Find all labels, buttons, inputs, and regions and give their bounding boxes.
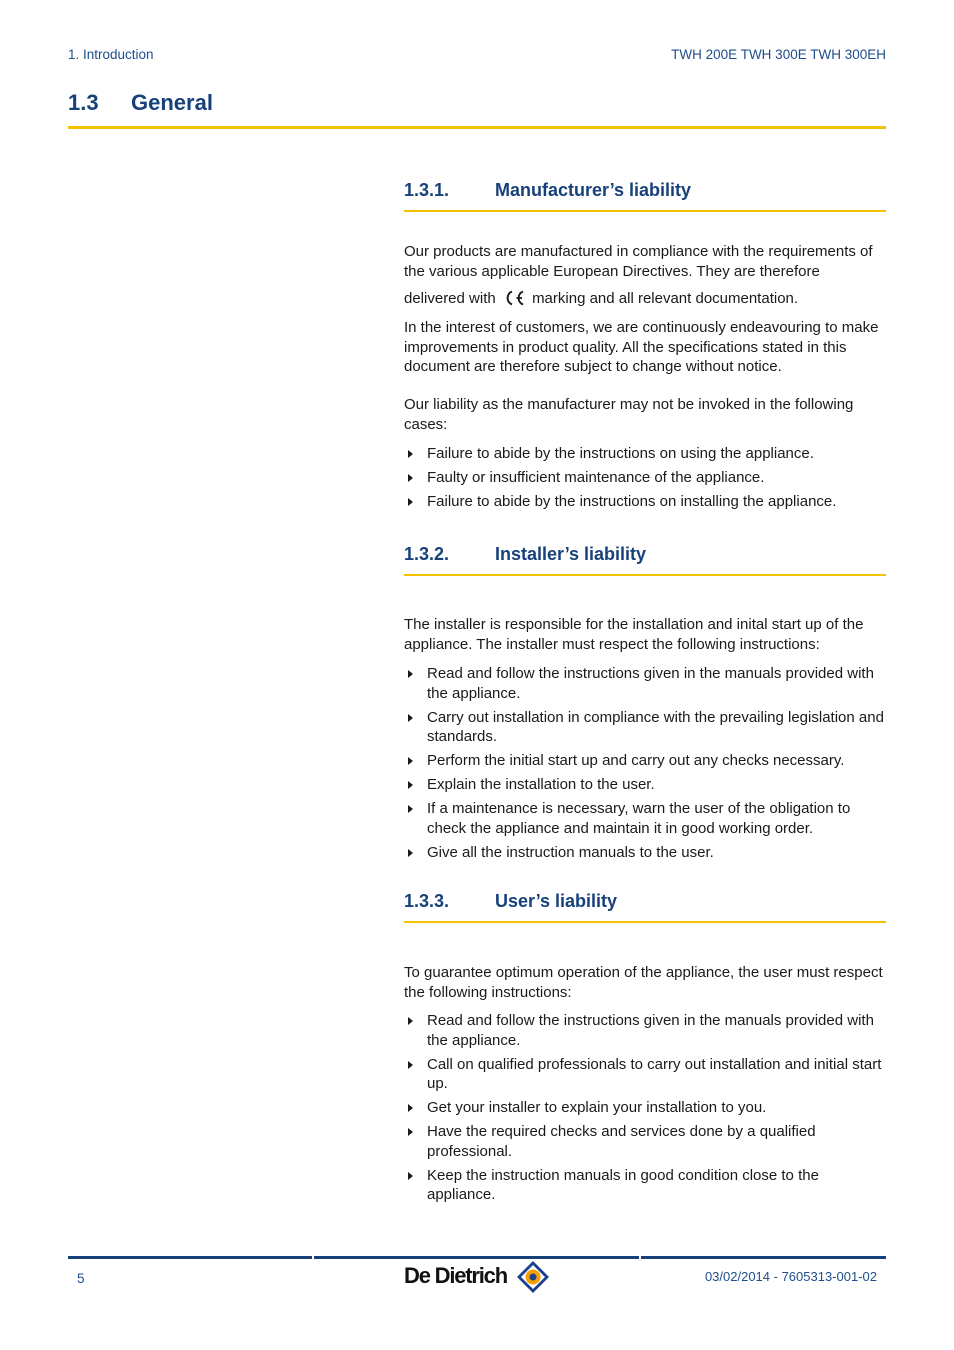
list-item: Have the required checks and services done by a qualified professional. [404,1122,888,1161]
subsection-number: 1.3.1. [404,180,450,200]
bullet-icon [408,670,413,678]
bullet-icon [408,498,413,506]
list-item: Give all the instruction manuals to the user. [404,843,888,863]
subsection-heading-installer [404,544,886,576]
model-names: TWH 200E TWH 300E TWH 300EH [671,47,886,62]
bullet-icon [408,757,413,765]
list-item: Read and follow the instructions given in the manuals provided with the appliance. [404,664,888,703]
brand-logo [404,1259,550,1295]
list-item: Call on qualified professionals to carry out installation and initial start up. [404,1055,888,1094]
manufacturer-intro [404,242,888,281]
chapter-label: 1. Introduction [68,47,154,62]
bullet-icon [408,1104,413,1112]
subsection-title: Installer’s liability [495,544,647,564]
ce-mark-icon [502,289,526,307]
bullet-icon [408,1172,413,1180]
paragraph: The installer is responsible for the installation and inital start up of the appliance. The installer must respect the following instructions: [404,616,864,653]
bullet-icon [408,474,413,482]
bullet-icon [408,805,413,813]
bullet-icon [408,1061,413,1069]
subsection-title: Manufacturer’s liability [495,180,692,200]
manufacturer-cases-intro [404,395,888,434]
section-title: General [131,90,213,115]
list-item: Get your installer to explain your installation to you. [404,1098,888,1118]
subsection-title: User’s liability [495,891,618,911]
subsection-number: 1.3.3. [404,891,450,911]
list-item: Explain the installation to the user. [404,775,888,795]
footer-rule-gap [639,1256,641,1259]
subsection-number: 1.3.2. [404,544,450,564]
running-header [68,47,886,67]
subsection-heading-manufacturer [404,180,886,212]
ce-text-after: marking and all relevant documentation. [532,290,799,307]
manufacturer-improvements [404,318,888,377]
list-item: Keep the instruction manuals in good condition close to the appliance. [404,1166,888,1205]
paragraph: In the interest of customers, we are continuously endeavouring to make improvements in product quality. All the specifications stated in this document are therefore subject to change without notice. [404,319,879,375]
paragraph: Our products are manufactured in compliance with the requirements of the various applicable European Directives. They are therefore [404,243,873,280]
user-instructions-list [404,1011,888,1209]
list-item: Read and follow the instructions given in the manuals provided with the appliance. [404,1011,888,1050]
section-number: 1.3 [68,90,99,115]
installer-intro [404,615,888,654]
bullet-icon [408,781,413,789]
brand-name: De Dietrich [404,1263,507,1288]
list-item: Carry out installation in compliance with the prevailing legislation and standards. [404,708,888,747]
ce-marking-line [404,289,888,309]
installer-instructions-list [404,664,888,867]
document-reference: 03/02/2014 - 7605313-001-02 [704,1269,877,1284]
user-intro [404,963,888,1002]
list-item: Faulty or insufficient maintenance of the appliance. [404,468,888,488]
manufacturer-cases-list [404,444,888,516]
subsection-heading-user [404,891,886,923]
list-item: If a maintenance is necessary, warn the user of the obligation to check the appliance and maintain it in good working order. [404,799,888,838]
brand-diamond-icon [516,1260,550,1294]
ce-text-before: delivered with [404,290,496,307]
list-item: Failure to abide by the instructions on using the appliance. [404,444,888,464]
list-item: Failure to abide by the instructions on installing the appliance. [404,492,888,512]
bullet-icon [408,1128,413,1136]
page-number: 5 [77,1271,85,1286]
section-heading [68,88,886,129]
paragraph: To guarantee optimum operation of the appliance, the user must respect the following instructions: [404,964,883,1001]
bullet-icon [408,1017,413,1025]
bullet-icon [408,450,413,458]
list-item: Perform the initial start up and carry out any checks necessary. [404,751,888,771]
bullet-icon [408,714,413,722]
bullet-icon [408,849,413,857]
footer-rule-gap [312,1256,314,1259]
paragraph: Our liability as the manufacturer may not be invoked in the following cases: [404,396,854,433]
